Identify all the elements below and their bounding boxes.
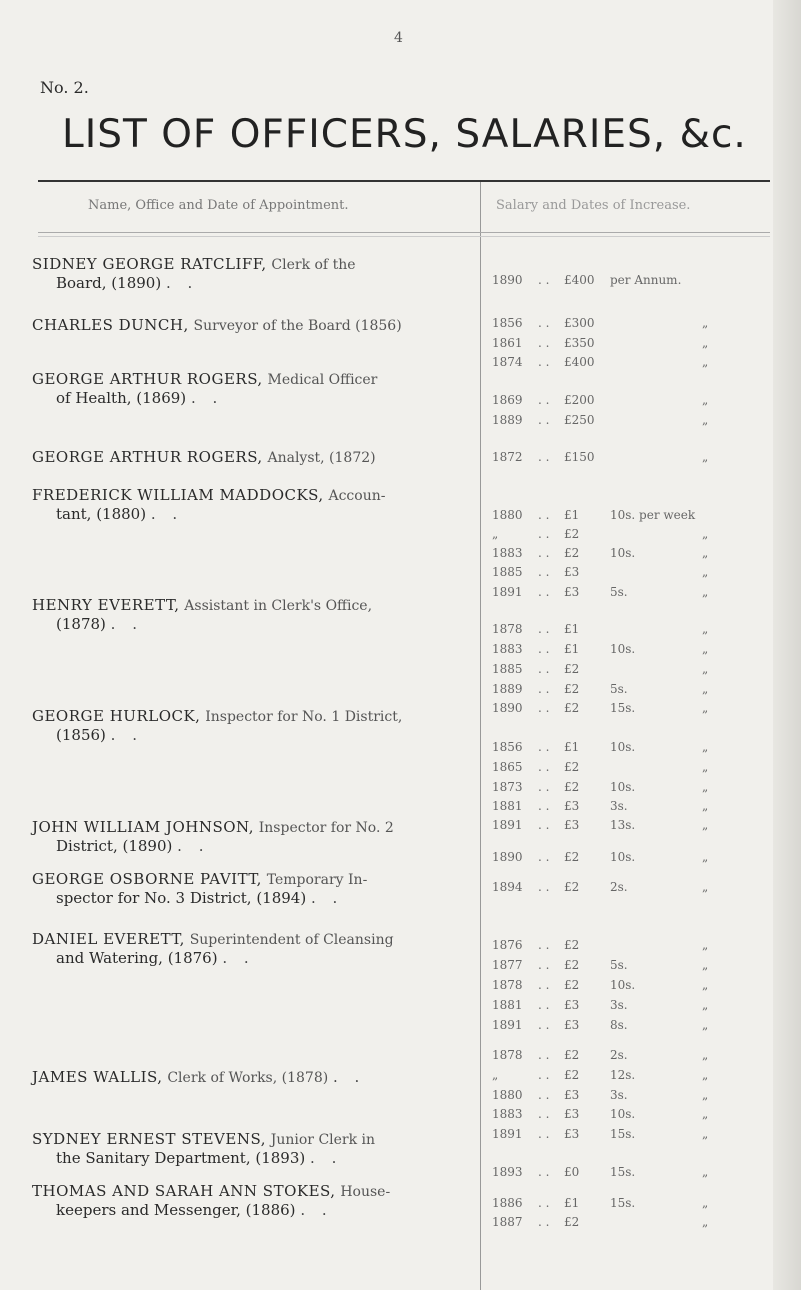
- leader-dots: . .: [190, 389, 224, 407]
- officer-office: Assistant in Clerk's Office,: [184, 598, 373, 614]
- officer-office-cont: spector for No. 3 District, (1894): [56, 889, 307, 907]
- leader-dots: . .: [538, 450, 550, 464]
- ditto-mark: „: [702, 527, 709, 541]
- salary-row: [492, 682, 762, 700]
- salary-row: [492, 880, 762, 898]
- salary-amount: £3: [564, 585, 580, 599]
- salary-unit: 10s.: [610, 1107, 636, 1121]
- salary-amount: £1: [564, 1196, 580, 1210]
- salary-year: 1894: [492, 880, 523, 894]
- salary-year: 1891: [492, 1018, 523, 1032]
- leader-dots: . .: [538, 642, 550, 656]
- officer-entry: [32, 255, 472, 292]
- salary-year: 1878: [492, 978, 523, 992]
- leader-dots: . .: [538, 958, 550, 972]
- leader-dots: . .: [538, 1196, 550, 1210]
- salary-unit: 10s.: [610, 546, 636, 560]
- salary-amount: £3: [564, 818, 580, 832]
- salary-unit: per Annum.: [610, 273, 682, 287]
- officer-name: CHARLES DUNCH,: [32, 316, 189, 334]
- salary-amount: £2: [564, 546, 580, 560]
- ditto-mark: „: [702, 413, 709, 427]
- salary-amount: £2: [564, 1048, 580, 1062]
- salary-amount: £2: [564, 880, 580, 894]
- salary-year: 1877: [492, 958, 523, 972]
- salary-year: 1878: [492, 1048, 523, 1062]
- page-edge-shadow: [773, 0, 801, 1290]
- leader-dots: . .: [110, 726, 143, 744]
- salary-unit: 5s.: [610, 958, 628, 972]
- leader-dots: . .: [150, 505, 184, 523]
- salary-amount: £3: [564, 998, 580, 1012]
- salary-unit: 10s.: [610, 740, 636, 754]
- officer-office: House-: [340, 1184, 391, 1200]
- officer-office-cont: tant, (1880): [56, 505, 147, 523]
- salary-row: [492, 1048, 762, 1066]
- ditto-mark: „: [702, 760, 709, 774]
- top-rule: [38, 180, 770, 182]
- officer-entry: [32, 486, 472, 523]
- officer-office: Junior Clerk in: [270, 1132, 376, 1148]
- salary-year: 1891: [492, 1127, 523, 1141]
- salary-amount: £3: [564, 1018, 580, 1032]
- ditto-mark: „: [702, 1215, 709, 1229]
- leader-dots: . .: [538, 880, 550, 894]
- officer-entry: [32, 448, 472, 467]
- officer-office: Inspector for No. 2: [258, 820, 394, 836]
- leader-dots: . .: [538, 682, 550, 696]
- leader-dots: . .: [538, 1048, 550, 1062]
- salary-row: [492, 450, 762, 468]
- salary-year: 1886: [492, 1196, 523, 1210]
- officer-office-cont: Board, (1890): [56, 274, 162, 292]
- leader-dots: . .: [300, 1201, 333, 1219]
- officer-name: DANIEL EVERETT,: [32, 930, 185, 948]
- ditto-mark: „: [702, 1088, 709, 1102]
- leader-dots: . .: [222, 949, 255, 967]
- leader-dots: . .: [538, 1127, 550, 1141]
- salary-year: 1883: [492, 546, 523, 560]
- leader-dots: . .: [538, 998, 550, 1012]
- leader-dots: . .: [538, 1088, 550, 1102]
- ditto-mark: „: [702, 740, 709, 754]
- salary-row: [492, 701, 762, 719]
- leader-dots: . .: [538, 1165, 550, 1179]
- salary-year: 1856: [492, 740, 523, 754]
- salary-year: 1883: [492, 1107, 523, 1121]
- salary-unit: 15s.: [610, 1165, 636, 1179]
- salary-row: [492, 1107, 762, 1125]
- officer-office: Accoun-: [328, 488, 386, 504]
- leader-dots: . .: [165, 274, 199, 292]
- salary-unit: 12s.: [610, 1068, 636, 1082]
- salary-amount: £0: [564, 1165, 580, 1179]
- salary-year: 1880: [492, 508, 523, 522]
- salary-row: [492, 938, 762, 956]
- officer-office: Analyst, (1872): [267, 450, 376, 466]
- salary-row: [492, 1068, 762, 1086]
- leader-dots: . .: [538, 740, 550, 754]
- salary-unit: 8s.: [610, 1018, 628, 1032]
- salary-amount: £2: [564, 662, 580, 676]
- salary-row: [492, 336, 762, 354]
- officer-name: GEORGE OSBORNE PAVITT,: [32, 870, 262, 888]
- salary-unit: 10s.: [610, 850, 636, 864]
- salary-amount: £250: [564, 413, 595, 427]
- salary-year: 1872: [492, 450, 523, 464]
- officer-name: THOMAS AND SARAH ANN STOKES,: [32, 1182, 336, 1200]
- officer-entry: [32, 870, 472, 907]
- leader-dots: . .: [538, 316, 550, 330]
- leader-dots: . .: [538, 1018, 550, 1032]
- salary-row: [492, 662, 762, 680]
- leader-dots: . .: [538, 978, 550, 992]
- ditto-mark: „: [702, 316, 709, 330]
- salary-year: 1878: [492, 622, 523, 636]
- salary-year: 1869: [492, 393, 523, 407]
- salary-amount: £3: [564, 565, 580, 579]
- column-divider: [480, 182, 481, 1290]
- salary-year: 1874: [492, 355, 523, 369]
- salary-unit: 10s.: [610, 642, 636, 656]
- leader-dots: . .: [538, 527, 550, 541]
- salary-year: 1885: [492, 662, 523, 676]
- leader-dots: . .: [538, 818, 550, 832]
- salary-row: [492, 978, 762, 996]
- ditto-mark: „: [702, 355, 709, 369]
- salary-row: [492, 958, 762, 976]
- salary-year: 1893: [492, 1165, 523, 1179]
- officer-entry: [32, 596, 472, 633]
- officer-name: JAMES WALLIS,: [32, 1068, 163, 1086]
- salary-row: [492, 818, 762, 836]
- salary-row: [492, 393, 762, 411]
- salary-row: [492, 780, 762, 798]
- salary-row: [492, 273, 762, 291]
- salary-year: 1891: [492, 818, 523, 832]
- salary-unit: 15s.: [610, 1127, 636, 1141]
- salary-amount: £150: [564, 450, 595, 464]
- salary-unit: 5s.: [610, 682, 628, 696]
- salary-unit: 15s.: [610, 1196, 636, 1210]
- salary-unit: 15s.: [610, 701, 636, 715]
- ditto-mark: „: [702, 1048, 709, 1062]
- salary-amount: £1: [564, 642, 580, 656]
- salary-amount: £3: [564, 1088, 580, 1102]
- document-number: No. 2.: [40, 78, 89, 97]
- salary-row: [492, 413, 762, 431]
- salary-amount: £2: [564, 850, 580, 864]
- ditto-mark: „: [702, 565, 709, 579]
- salary-unit: 2s.: [610, 1048, 628, 1062]
- ditto-mark: „: [702, 978, 709, 992]
- ditto-mark: „: [702, 880, 709, 894]
- officer-entry: [32, 1130, 472, 1167]
- salary-year: 1889: [492, 682, 523, 696]
- salary-amount: £2: [564, 760, 580, 774]
- salary-amount: £1: [564, 508, 580, 522]
- officer-office: Clerk of the: [271, 257, 356, 273]
- salary-row: [492, 546, 762, 564]
- salary-row: [492, 527, 762, 545]
- salary-amount: £1: [564, 622, 580, 636]
- officer-office: Temporary In-: [266, 872, 368, 888]
- leader-dots: . .: [538, 1068, 550, 1082]
- ditto-mark: „: [702, 622, 709, 636]
- salary-year: 1880: [492, 1088, 523, 1102]
- officer-office: Surveyor of the Board (1856): [193, 318, 402, 334]
- ditto-mark: „: [702, 1068, 709, 1082]
- salary-row: [492, 998, 762, 1016]
- leader-dots: . .: [538, 760, 550, 774]
- salary-unit: 5s.: [610, 585, 628, 599]
- leader-dots: . .: [538, 1107, 550, 1121]
- officer-entry: [32, 1182, 472, 1219]
- leader-dots: . .: [538, 1215, 550, 1229]
- salary-unit: 10s. per week: [610, 508, 696, 522]
- officer-name: HENRY EVERETT,: [32, 596, 180, 614]
- salary-unit: 3s.: [610, 1088, 628, 1102]
- officer-name: GEORGE HURLOCK,: [32, 707, 201, 725]
- salary-year: 1890: [492, 850, 523, 864]
- salary-amount: £2: [564, 701, 580, 715]
- ditto-mark: „: [702, 1165, 709, 1179]
- salary-row: [492, 799, 762, 817]
- salary-year: 1881: [492, 998, 523, 1012]
- officer-office-cont: (1856): [56, 726, 106, 744]
- salary-row: [492, 585, 762, 603]
- salary-year: 1883: [492, 642, 523, 656]
- leader-dots: . .: [538, 585, 550, 599]
- officer-office-cont: keepers and Messenger, (1886): [56, 1201, 296, 1219]
- officer-office: Medical Officer: [267, 372, 378, 388]
- officer-office-cont: and Watering, (1876): [56, 949, 218, 967]
- salary-year: 1890: [492, 701, 523, 715]
- ditto-mark: „: [702, 1107, 709, 1121]
- salary-unit: 10s.: [610, 978, 636, 992]
- ditto-mark: „: [702, 799, 709, 813]
- salary-amount: £400: [564, 355, 595, 369]
- officer-name: GEORGE ARTHUR ROGERS,: [32, 370, 263, 388]
- officer-office-cont: District, (1890): [56, 837, 173, 855]
- salary-row: [492, 1018, 762, 1036]
- officer-name: SIDNEY GEORGE RATCLIFF,: [32, 255, 267, 273]
- officer-office: Superintendent of Cleansing: [189, 932, 394, 948]
- salary-year: 1876: [492, 938, 523, 952]
- officer-entry: [32, 1068, 472, 1087]
- officer-entry: [32, 930, 472, 967]
- salary-year: 1889: [492, 413, 523, 427]
- page-number: 4: [394, 30, 403, 46]
- leader-dots: . .: [538, 565, 550, 579]
- leader-dots: . .: [538, 780, 550, 794]
- leader-dots: . .: [538, 799, 550, 813]
- leader-dots: . .: [538, 393, 550, 407]
- salary-amount: £2: [564, 780, 580, 794]
- officer-office-cont: (1878): [56, 615, 106, 633]
- leader-dots: . .: [538, 546, 550, 560]
- ditto-mark: „: [702, 1018, 709, 1032]
- salary-year: „: [492, 1068, 499, 1082]
- salary-row: [492, 565, 762, 583]
- salary-row: [492, 1165, 762, 1183]
- ditto-mark: „: [702, 701, 709, 715]
- salary-year: 1891: [492, 585, 523, 599]
- salary-year: „: [492, 527, 499, 541]
- leader-dots: . .: [538, 508, 550, 522]
- salary-amount: £350: [564, 336, 595, 350]
- salary-amount: £400: [564, 273, 595, 287]
- leader-dots: . .: [310, 1149, 343, 1167]
- ditto-mark: „: [702, 682, 709, 696]
- ditto-mark: „: [702, 1127, 709, 1141]
- officer-entry: [32, 818, 472, 855]
- leader-dots: . .: [538, 938, 550, 952]
- salary-amount: £1: [564, 740, 580, 754]
- ditto-mark: „: [702, 938, 709, 952]
- ditto-mark: „: [702, 1196, 709, 1210]
- salary-amount: £200: [564, 393, 595, 407]
- page-title: LIST OF OFFICERS, SALARIES, &c.: [62, 112, 747, 157]
- salary-row: [492, 508, 762, 526]
- ditto-mark: „: [702, 998, 709, 1012]
- leader-dots: . .: [110, 615, 143, 633]
- ditto-mark: „: [702, 450, 709, 464]
- leader-dots: . .: [538, 701, 550, 715]
- salary-amount: £3: [564, 1107, 580, 1121]
- salary-row: [492, 1196, 762, 1214]
- leader-dots: . .: [332, 1068, 366, 1086]
- leader-dots: . .: [538, 662, 550, 676]
- officer-entry: [32, 370, 472, 407]
- salary-unit: 10s.: [610, 780, 636, 794]
- leader-dots: . .: [177, 837, 210, 855]
- officer-office: Inspector for No. 1 District,: [205, 709, 403, 725]
- ditto-mark: „: [702, 546, 709, 560]
- salary-year: 1881: [492, 799, 523, 813]
- salary-year: 1890: [492, 273, 523, 287]
- salary-year: 1885: [492, 565, 523, 579]
- officer-entry: [32, 316, 472, 335]
- ditto-mark: „: [702, 818, 709, 832]
- salary-unit: 2s.: [610, 880, 628, 894]
- salary-amount: £300: [564, 316, 595, 330]
- leader-dots: . .: [538, 413, 550, 427]
- salary-row: [492, 642, 762, 660]
- salary-row: [492, 316, 762, 334]
- salary-year: 1861: [492, 336, 523, 350]
- salary-row: [492, 355, 762, 373]
- officer-office: Clerk of Works, (1878): [167, 1070, 329, 1086]
- salary-amount: £2: [564, 978, 580, 992]
- salary-unit: 13s.: [610, 818, 636, 832]
- leader-dots: . .: [538, 273, 550, 287]
- officer-office-cont: the Sanitary Department, (1893): [56, 1149, 306, 1167]
- salary-unit: 3s.: [610, 799, 628, 813]
- column-header-name: Name, Office and Date of Appointment.: [88, 198, 349, 213]
- ditto-mark: „: [702, 662, 709, 676]
- salary-amount: £2: [564, 1068, 580, 1082]
- officer-name: GEORGE ARTHUR ROGERS,: [32, 448, 263, 466]
- officer-entry: [32, 707, 472, 744]
- leader-dots: . .: [538, 850, 550, 864]
- salary-amount: £2: [564, 682, 580, 696]
- salary-amount: £3: [564, 1127, 580, 1141]
- salary-row: [492, 850, 762, 868]
- salary-row: [492, 740, 762, 758]
- salary-amount: £2: [564, 527, 580, 541]
- column-header-salary: Salary and Dates of Increase.: [496, 198, 691, 213]
- ditto-mark: „: [702, 780, 709, 794]
- leader-dots: . .: [538, 355, 550, 369]
- officer-office-cont: of Health, (1869): [56, 389, 187, 407]
- ditto-mark: „: [702, 585, 709, 599]
- ditto-mark: „: [702, 642, 709, 656]
- officer-name: FREDERICK WILLIAM MADDOCKS,: [32, 486, 324, 504]
- salary-unit: 3s.: [610, 998, 628, 1012]
- salary-row: [492, 760, 762, 778]
- salary-amount: £3: [564, 799, 580, 813]
- salary-amount: £2: [564, 1215, 580, 1229]
- salary-year: 1865: [492, 760, 523, 774]
- officer-name: JOHN WILLIAM JOHNSON,: [32, 818, 254, 836]
- ditto-mark: „: [702, 958, 709, 972]
- ditto-mark: „: [702, 393, 709, 407]
- header-rule-secondary: [38, 236, 770, 237]
- salary-row: [492, 1088, 762, 1106]
- officer-name: SYDNEY ERNEST STEVENS,: [32, 1130, 266, 1148]
- header-rule: [38, 232, 770, 233]
- salary-year: 1873: [492, 780, 523, 794]
- salary-row: [492, 622, 762, 640]
- ditto-mark: „: [702, 336, 709, 350]
- salary-row: [492, 1127, 762, 1145]
- salary-amount: £2: [564, 938, 580, 952]
- salary-amount: £2: [564, 958, 580, 972]
- salary-row: [492, 1215, 762, 1233]
- salary-year: 1887: [492, 1215, 523, 1229]
- leader-dots: . .: [310, 889, 344, 907]
- ditto-mark: „: [702, 850, 709, 864]
- salary-year: 1856: [492, 316, 523, 330]
- leader-dots: . .: [538, 336, 550, 350]
- leader-dots: . .: [538, 622, 550, 636]
